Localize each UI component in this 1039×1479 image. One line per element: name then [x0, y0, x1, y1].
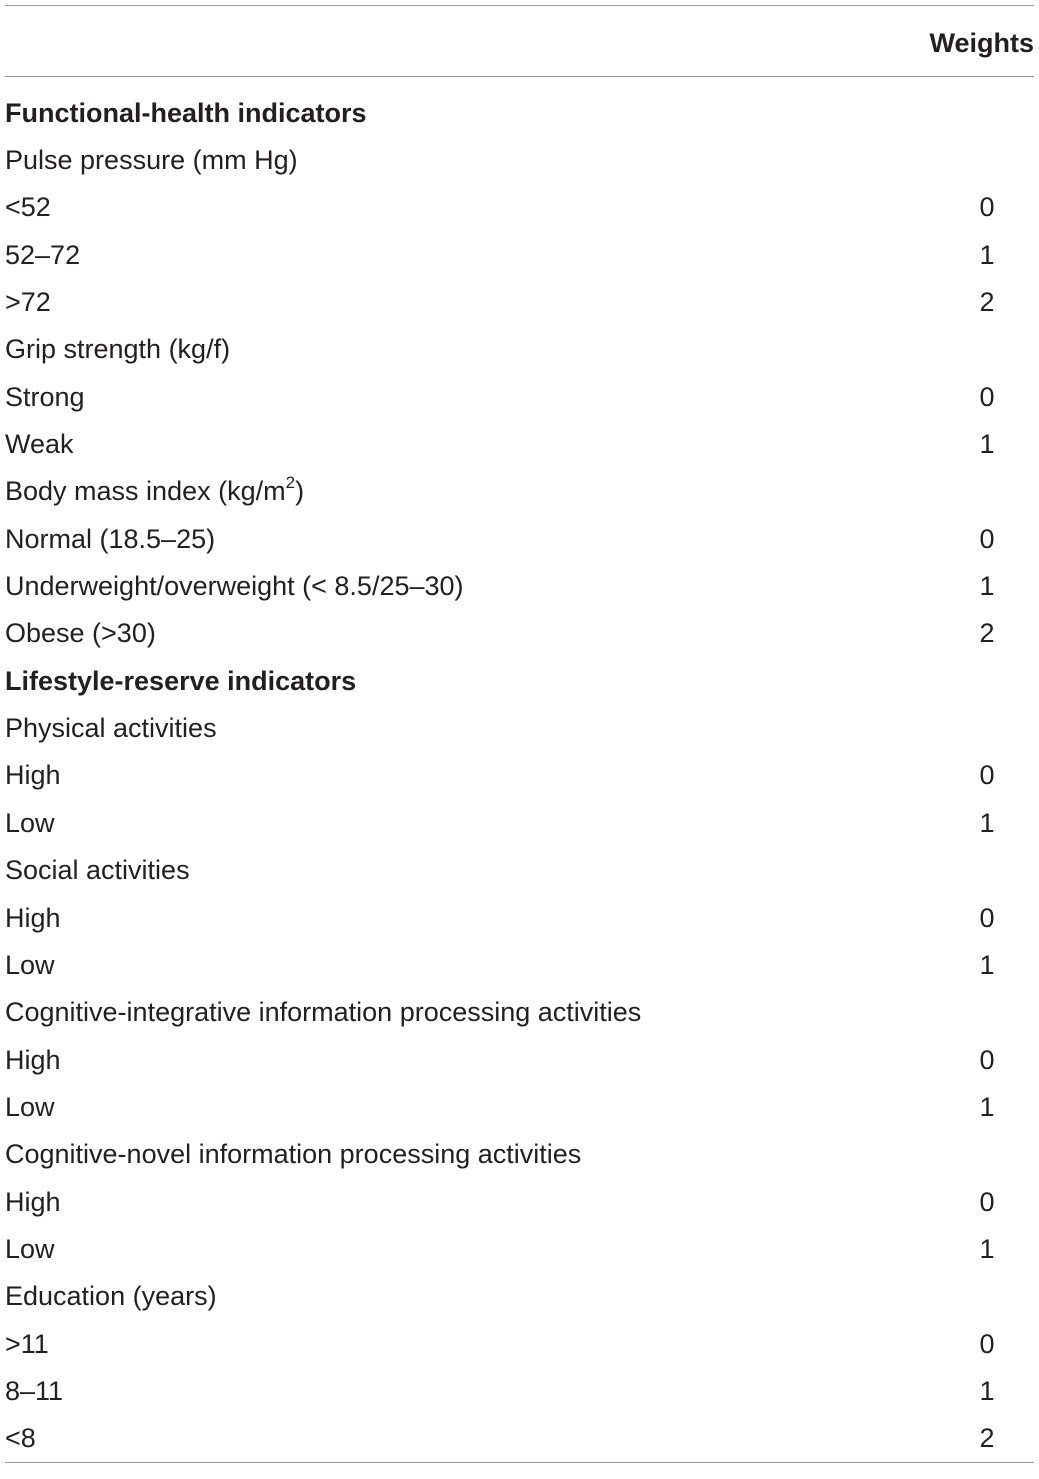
label-text: 8–11 — [5, 1375, 64, 1406]
weight-value: 2 — [979, 1423, 995, 1454]
table-row — [5, 373, 1034, 420]
label-text: Obese (>30) — [5, 618, 156, 649]
label-text: 52–72 — [5, 239, 81, 270]
weight-value: 0 — [979, 760, 995, 791]
label-text: Underweight/overweight (< 8.5/25–30) — [5, 571, 464, 602]
label-text: Low — [5, 1091, 55, 1122]
label-text: Normal (18.5–25) — [5, 523, 216, 554]
level-label — [5, 949, 55, 981]
table-row — [5, 1036, 1034, 1083]
label-text: Strong — [5, 381, 85, 412]
variable-row — [5, 136, 1034, 183]
table-row — [5, 799, 1034, 846]
table-row — [5, 1225, 1034, 1272]
weight-value: 2 — [979, 287, 995, 318]
weight-value: 1 — [979, 429, 995, 460]
weight-value: 0 — [979, 1044, 995, 1075]
table-row — [5, 610, 1034, 657]
level-label — [5, 807, 55, 839]
label-text: <8 — [5, 1423, 36, 1454]
variable-row — [5, 326, 1034, 373]
weight-value: 1 — [979, 1091, 995, 1122]
level-label — [5, 286, 51, 318]
variable-row — [5, 704, 1034, 751]
label-superscript: 2 — [285, 473, 296, 493]
weight-value: 0 — [979, 192, 995, 223]
label-text: High — [5, 902, 61, 933]
table-row — [5, 1415, 1034, 1462]
label-text: Low — [5, 949, 55, 980]
level-label — [5, 381, 85, 413]
label-text: Functional-health indicators — [5, 97, 367, 128]
bottom-rule — [5, 1462, 1034, 1463]
variable-row — [5, 1131, 1034, 1178]
weight-value: 1 — [979, 949, 995, 980]
weights-column-header: Weights — [929, 28, 1034, 58]
level-label — [5, 1422, 36, 1454]
variable-label — [5, 712, 217, 744]
label-text: >11 — [5, 1328, 49, 1359]
label-text: Social activities — [5, 855, 190, 886]
weight-value: 0 — [979, 902, 995, 933]
table-body — [5, 77, 1034, 1462]
level-label — [5, 1375, 63, 1407]
weight-value: 0 — [979, 523, 995, 554]
variable-label — [5, 854, 190, 886]
table-row — [5, 941, 1034, 988]
label-suffix: ) — [295, 476, 305, 507]
weight-value: 1 — [979, 239, 995, 270]
table-row — [5, 231, 1034, 278]
variable-row — [5, 989, 1034, 1036]
label-text: Low — [5, 1233, 55, 1264]
label-text: Lifestyle-reserve indicators — [5, 665, 357, 696]
label-text: Education (years) — [5, 1281, 217, 1312]
label-text: High — [5, 760, 61, 791]
label-text: Pulse pressure (mm Hg) — [5, 145, 298, 176]
level-label — [5, 902, 61, 934]
label-text: Grip strength (kg/f) — [5, 334, 231, 365]
weights-table — [5, 5, 1034, 1463]
table-row — [5, 1320, 1034, 1367]
variable-label — [5, 144, 298, 176]
weight-value: 1 — [979, 571, 995, 602]
section-label — [5, 97, 367, 129]
level-label — [5, 1233, 55, 1265]
section-label — [5, 665, 356, 697]
label-text: Cognitive-novel information processing activities — [5, 1139, 582, 1170]
variable-label — [5, 475, 304, 507]
weight-value: 1 — [979, 1375, 995, 1406]
level-label — [5, 1091, 55, 1123]
weight-value: 0 — [979, 381, 995, 412]
level-label — [5, 239, 80, 271]
table-row — [5, 1367, 1034, 1414]
weight-value: 1 — [979, 807, 995, 838]
level-label — [5, 759, 61, 791]
variable-row — [5, 1273, 1034, 1320]
level-label — [5, 617, 156, 649]
weight-value: 0 — [979, 1186, 995, 1217]
level-label — [5, 428, 74, 460]
level-label — [5, 570, 464, 602]
variable-label — [5, 333, 230, 365]
label-text: Body mass index (kg/m — [5, 476, 286, 507]
label-text: Low — [5, 807, 55, 838]
table-row — [5, 420, 1034, 467]
label-text: Physical activities — [5, 713, 217, 744]
weight-value: 0 — [979, 1328, 995, 1359]
variable-row — [5, 468, 1034, 515]
label-text: Cognitive-integrative information processing activities — [5, 997, 642, 1028]
label-text: <52 — [5, 192, 51, 223]
label-text: High — [5, 1186, 61, 1217]
section-header-row — [5, 657, 1034, 704]
level-label — [5, 191, 51, 223]
table-row — [5, 278, 1034, 325]
table-row — [5, 562, 1034, 609]
section-header-row — [5, 89, 1034, 136]
label-text: Weak — [5, 429, 74, 460]
table-row — [5, 752, 1034, 799]
table-row — [5, 184, 1034, 231]
weight-value: 1 — [979, 1233, 995, 1264]
label-text: High — [5, 1044, 61, 1075]
weight-value: 2 — [979, 618, 995, 649]
label-text: >72 — [5, 287, 51, 318]
variable-row — [5, 847, 1034, 894]
variable-label — [5, 1138, 581, 1170]
level-label — [5, 1044, 61, 1076]
table-row — [5, 515, 1034, 562]
table-row — [5, 894, 1034, 941]
table-row — [5, 1178, 1034, 1225]
level-label — [5, 523, 215, 555]
variable-label — [5, 1280, 217, 1312]
table-row — [5, 1083, 1034, 1130]
level-label — [5, 1328, 49, 1360]
table-header — [5, 6, 1034, 76]
variable-label — [5, 996, 641, 1028]
level-label — [5, 1186, 61, 1218]
